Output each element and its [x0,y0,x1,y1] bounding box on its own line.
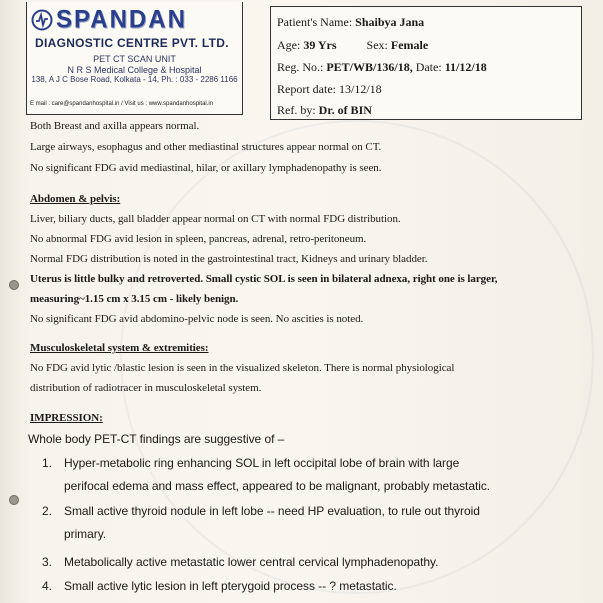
sex-label: Sex: [366,38,388,52]
abdomen-heading: Abdomen & pelvis: [30,193,121,205]
punch-hole [9,280,19,290]
impression-text-cont: primary. [64,527,107,541]
impression-number: 3. [42,555,52,569]
msk-heading: Musculoskeletal system & extremities: [30,342,209,354]
impression-number: 2. [42,504,52,518]
report-date-row [277,82,382,97]
age-value: 39 Yrs [303,38,337,52]
date-value: 11/12/18 [444,60,487,74]
impression-heading: IMPRESSION: [30,412,103,424]
impression-number: 4. [42,579,52,593]
clinic-details [27,54,242,86]
sex-value: Female [390,38,429,52]
impression-item [42,555,438,569]
impression-text: Hyper-metabolic ring enhancing SOL in left occipital lobe of brain with large [64,456,460,470]
report-line: Both Breast and axilla appears normal. [30,120,200,132]
clinic-logo-box [26,2,243,115]
clinic-unit: PET CT SCAN UNIT [93,54,176,64]
spandan-logo-icon [31,9,53,31]
clinic-address: 138, A J C Bose Road, Kolkata - 14, Ph. : 033 - 2286 1166 [31,75,238,84]
report-line: No significant FDG avid abdomino-pelvic node is seen. No ascities is noted. [30,313,364,325]
uterus-line: measuring~1.15 cm x 3.15 cm - likely benign. [30,293,239,305]
impression-text: Metabolically active metastatic lower central cervical lymphadenopathy. [64,555,439,569]
report-line: Normal FDG distribution is noted in the gastrointestinal tract, Kidneys and urinary bladder. [30,253,428,265]
ref-label: Ref. by: [277,103,316,117]
report-line: distribution of radiotracer in musculoskeletal system. [30,382,262,394]
impression-number: 1. [42,456,52,470]
reg-value: PET/WB/136/18, [326,60,413,74]
punch-hole [9,495,19,505]
patient-name-value: Shaibya Jana [355,15,425,29]
age-label: Age: [277,38,301,52]
patient-info-box [270,6,582,120]
date-label: Date: [415,60,442,74]
impression-text: Small active lytic lesion in left pterygoid process -- ? metastatic. [64,579,397,593]
impression-item [42,504,480,518]
impression-text-cont: perifocal edema and mass effect, appeared to be malignant, probably metastatic. [64,479,491,493]
patient-name-label: Patient's Name: [277,15,353,29]
watermark-seal [120,120,594,594]
report-date-value: 13/12/18 [338,82,382,96]
report-line: No abnormal FDG avid lesion in spleen, pancreas, adrenal, retro-peritoneum. [30,233,367,245]
uterus-line: Uterus is little bulky and retroverted. Small cystic SOL is seen in bilateral adnexa, right one is larger, [30,273,498,285]
impression-intro: Whole body PET-CT findings are suggestive of – [28,432,285,446]
impression-item [42,456,459,470]
clinic-contact: E mail : care@spandanhospital.in / Visit us : www.spandanhospital.in [30,101,214,107]
clinic-name: SPANDAN [56,5,187,34]
patient-name-row [277,15,424,30]
reg-row [277,60,487,75]
clinic-hospital: N R S Medical College & Hospital [67,64,202,75]
impression-text: Small active thyroid nodule in left lobe -- need HP evaluation, to rule out thyroid [64,504,480,518]
report-line: No significant FDG avid mediastinal, hilar, or axillary lymphadenopathy is seen. [30,162,382,174]
ref-row [277,103,372,118]
impression-item [42,579,397,593]
reg-label: Reg. No.: [277,60,324,74]
ref-value: Dr. of BIN [318,103,372,117]
report-line: No FDG avid lytic /blastic lesion is seen in the visualized skeleton. There is normal physiological [30,362,455,374]
age-sex-row [277,38,428,53]
report-line: Liver, biliary ducts, gall bladder appear normal on CT with normal FDG distribution. [30,213,401,225]
letterhead [26,2,603,117]
clinic-subtitle: DIAGNOSTIC CENTRE PVT. LTD. [35,36,229,50]
report-date-label: Report date: [277,82,336,96]
report-line: Large airways, esophagus and other mediastinal structures appear normal on CT. [30,141,382,153]
